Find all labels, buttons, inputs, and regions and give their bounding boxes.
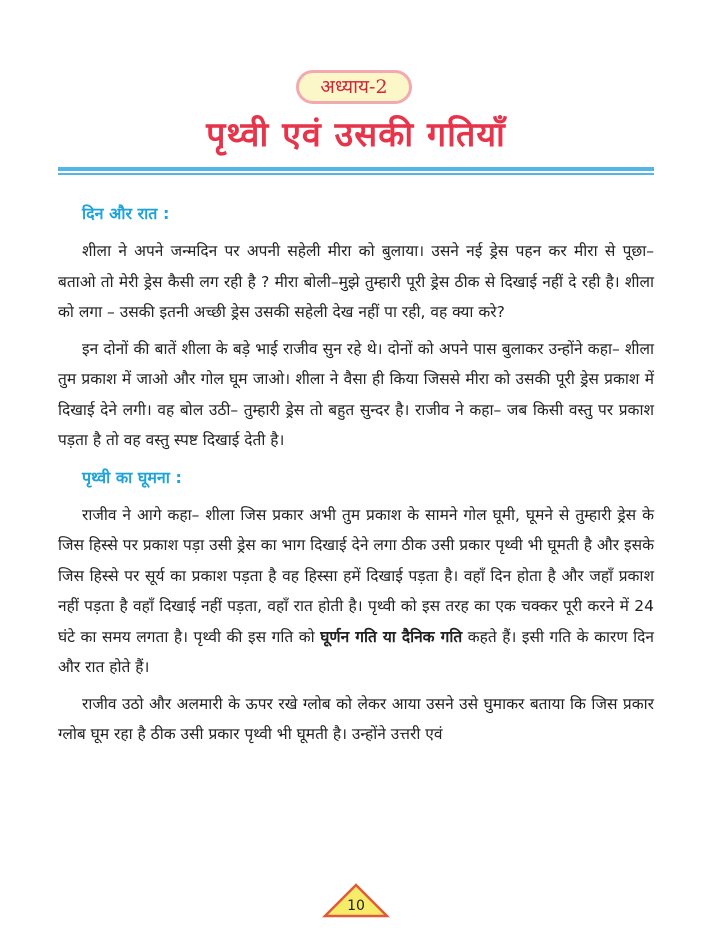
- title-underline-thin: [58, 173, 654, 175]
- paragraph-text: कहते हैं। इसी गति के कारण दिन और रात होते हैं।: [58, 627, 654, 676]
- title-underline: [58, 167, 654, 171]
- page-content: [58, 200, 654, 756]
- chapter-label: अध्याय-2: [296, 70, 412, 104]
- section-heading-day-night: दिन और रात :: [82, 204, 170, 223]
- paragraph: राजीव उठो और अलमारी के ऊपर रखे ग्लोब को लेकर आया उसने उसे घुमाकर बताया कि जिस प्रकार ग्लोब घूम रहा है ठीक उसी प्रकार पृथ्वी भी घूमती है। उन्होंने उत्तरी एवं: [58, 694, 654, 743]
- page-number: 10: [347, 898, 365, 914]
- paragraph: शीला ने अपने जन्मदिन पर अपनी सहेली मीरा को बुलाया। उसने नई ड्रेस पहन कर मीरा से पूछा– बताओ तो मेरी ड्रेस कैसी लग रही है ? मीरा बोली–मुझे तुम्हारी पूरी ड्रेस ठीक से दिखाई नहीं दे रही है। शीला को लगा – उसकी इतनी अच्छी ड्रेस उसकी सहेली देख नहीं पा रही, वह क्या करे?: [58, 242, 654, 321]
- section-heading-earth-rotation: पृथ्वी का घूमना :: [82, 467, 182, 487]
- page-number-badge: [321, 882, 391, 918]
- page-title: पृथ्वी एवं उसकी गतियाँ: [206, 115, 506, 155]
- term-rotation: घूर्णन गति या दैनिक गति: [320, 627, 463, 646]
- paragraph-text: राजीव ने आगे कहा– शीला जिस प्रकार अभी तुम प्रकाश के सामने गोल घूमी, घूमने से तुम्हारी ड्रेस के जिस हिस्से पर प्रकाश पड़ा उसी ड्रेस का भाग दिखाई देने लगा ठीक उसी प्रकार पृथ्वी भी घूमती है और इसके जिस हिस्से पर सूर्य का प्रकाश पड़ता है वह हिस्सा हमें दिखाई पड़ता है। वहाँ दिन होता है और जहाँ प्रकाश नहीं पड़ता है वहाँ दिखाई नहीं पड़ता, वहाँ रात होती है। पृथ्वी को इस तरह का एक चक्कर पूरी करने में 24 घंटे का समय लगता है। पृथ्वी की इस गति को: [58, 505, 654, 646]
- paragraph: इन दोनों की बातें शीला के बड़े भाई राजीव सुन रहे थे। दोनों को अपने पास बुलाकर उन्होंने कहा– शीला तुम प्रकाश में जाओ और गोल घूम जाओ। शीला ने वैसा ही किया जिससे मीरा को उसकी पूरी ड्रेस प्रकाश में दिखाई देने लगी। वह बोल उठी– तुम्हारी ड्रेस तो बहुत सुन्दर है। राजीव ने कहा– जब किसी वस्तु पर प्रकाश पड़ता है तो वह वस्तु स्पष्ट दिखाई देती है।: [58, 339, 654, 449]
- paragraph: [58, 500, 654, 683]
